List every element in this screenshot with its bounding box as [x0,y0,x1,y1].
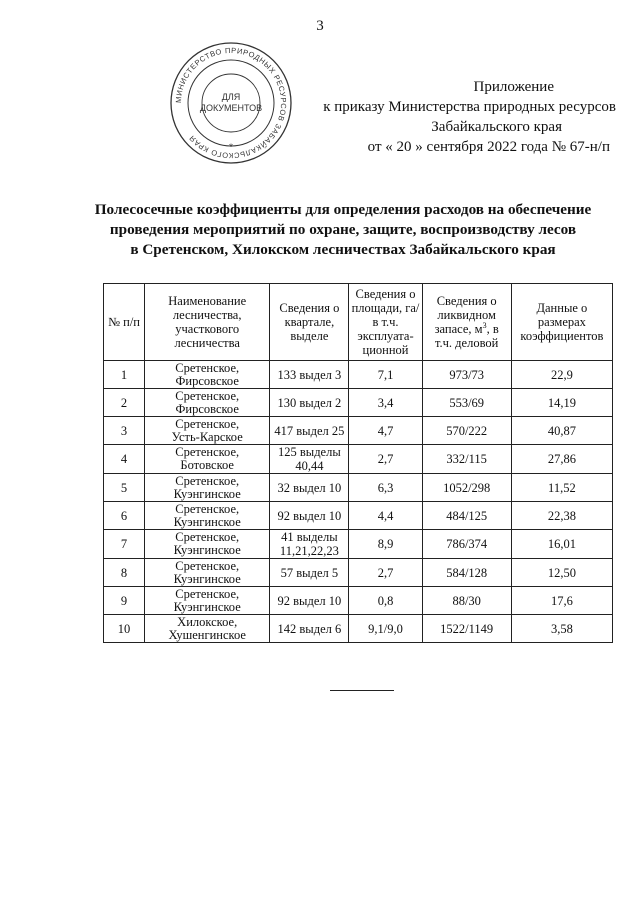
cell-name [145,615,270,643]
header-coef: Данные о размерах коэффициентов [511,284,612,361]
table-row [104,559,613,587]
cell-quarter: 142 выдел 6 [270,615,349,643]
appendix-line1: Приложение [473,79,554,95]
appendix-line3: Забайкальского края [431,119,562,135]
end-divider [330,690,394,691]
stamp-center-line1: ДЛЯ [221,92,241,102]
title-line2: проведения мероприятий по охране, защите, воспроизводству лесов [109,221,577,238]
cell-name [145,587,270,615]
cell-coef: 40,87 [511,417,612,445]
cell-area: 2,7 [349,445,422,474]
cell-area: 0,8 [349,587,422,615]
cell-quarter: 92 выдел 10 [270,502,349,530]
cell-num: 1 [104,361,145,389]
cell-stock: 1052/298 [422,474,511,502]
header-area: Сведения о площади, га/ в т.ч. эксплуата-ционной [349,284,422,361]
cell-quarter: 41 выделы 11,21,22,23 [270,530,349,559]
page-number: 3 [316,18,324,34]
cell-area: 6,3 [349,474,422,502]
cell-coef: 17,6 [511,587,612,615]
cell-num: 9 [104,587,145,615]
cell-stock: 553/69 [422,389,511,417]
cell-stock: 88/30 [422,587,511,615]
appendix-line2: к приказу Министерства природных ресурсов [323,99,616,115]
coefficients-table [103,283,613,643]
cell-name [145,445,270,474]
cell-num: 2 [104,389,145,417]
cell-num: 3 [104,417,145,445]
cell-name [145,417,270,445]
cell-stock: 570/222 [422,417,511,445]
official-stamp [168,40,294,166]
cell-stock: 786/374 [422,530,511,559]
table-row [104,615,613,643]
forestry-name: Сретенское, [175,445,240,459]
cell-num: 8 [104,559,145,587]
district-name: Ботовское [180,458,234,472]
stamp-ring-text: МИНИСТЕРСТВО ПРИРОДНЫХ РЕСУРСОВ ЗАБАЙКАЛЬСКОГО КРАЯ [173,45,289,161]
document-title [70,200,616,260]
cell-quarter: 417 выдел 25 [270,417,349,445]
cell-quarter: 92 выдел 10 [270,587,349,615]
appendix-header [323,77,616,157]
cell-name [145,530,270,559]
forestry-name: Сретенское, [175,416,240,431]
cell-num: 10 [104,615,145,643]
cell-num: 6 [104,502,145,530]
title-line1: Полесосечные коэффициенты для определения расходов на обеспечение [94,201,592,218]
cell-coef: 11,52 [511,474,612,502]
district-name: Усть-Карское [171,429,243,444]
header-quarter: Сведения о квартале, выделе [270,284,349,361]
cell-name [145,502,270,530]
header-stock: Сведения о ликвидном запасе, $м^3$, в т.ч. деловой [422,284,511,361]
cell-area: 7,1 [349,361,422,389]
cell-quarter: 133 выдел 3 [270,361,349,389]
cell-name [145,361,270,389]
cell-stock: 332/115 [422,445,511,474]
cell-area: 2,7 [349,559,422,587]
table-row [104,530,613,559]
svg-text:*: * [228,142,234,152]
cell-quarter: 130 выдел 2 [270,389,349,417]
cell-stock: 1522/1149 [422,615,511,643]
table-header-row [104,284,613,361]
table-row [104,417,613,445]
cell-name [145,474,270,502]
header-name: Наименование лесничества, участкового лесничества [145,284,270,361]
cell-area: 4,4 [349,502,422,530]
cell-area: 8,9 [349,530,422,559]
cell-coef: 22,38 [511,502,612,530]
forestry-name: Сретенское, [175,586,240,601]
cell-stock: 484/125 [422,502,511,530]
cell-quarter: 32 выдел 10 [270,474,349,502]
cell-stock: 584/128 [422,559,511,587]
table-row [104,474,613,502]
cell-coef: 12,50 [511,559,612,587]
forestry-name: Сретенское, [175,360,240,375]
title-line3: в Сретенском, Хилокском лесничествах Забайкальского края [130,241,556,258]
table-row [104,389,613,417]
table-row [104,445,613,474]
cell-coef: 27,86 [511,445,612,474]
cell-num: 5 [104,474,145,502]
table-row [104,502,613,530]
forestry-name: Сретенское, [175,501,240,516]
district-name: Фирсовское [175,401,239,416]
district-name: Куэнгинское [173,486,241,501]
cell-area: 3,4 [349,389,422,417]
cell-quarter: 57 выдел 5 [270,559,349,587]
appendix-line4: от « 20 » сентября 2022 года № 67-н/п [367,139,610,155]
district-name: Хушенгинское [168,627,246,642]
cell-name [145,389,270,417]
cell-num: 7 [104,530,145,559]
district-name: Куэнгинское [173,514,241,529]
forestry-name: Сретенское, [175,530,240,544]
cell-name [145,559,270,587]
cell-coef: 3,58 [511,615,612,643]
header-num: № п/п [104,284,145,361]
forestry-name: Сретенское, [175,388,240,403]
district-name: Куэнгинское [173,599,241,614]
forestry-name: Сретенское, [175,558,240,573]
district-name: Фирсовское [175,373,239,388]
cell-stock: 973/73 [422,361,511,389]
district-name: Куэнгинское [173,543,241,557]
cell-num: 4 [104,445,145,474]
cell-coef: 22,9 [511,361,612,389]
cell-area: 9,1/9,0 [349,615,422,643]
cell-coef: 14,19 [511,389,612,417]
cell-coef: 16,01 [511,530,612,559]
forestry-name: Сретенское, [175,473,240,488]
stamp-center-line2: ДОКУМЕНТОВ [199,103,263,113]
table-row [104,361,613,389]
cell-quarter: 125 выделы 40,44 [270,445,349,474]
district-name: Куэнгинское [173,571,241,586]
cell-area: 4,7 [349,417,422,445]
table-row [104,587,613,615]
forestry-name: Хилокское, [177,614,238,629]
